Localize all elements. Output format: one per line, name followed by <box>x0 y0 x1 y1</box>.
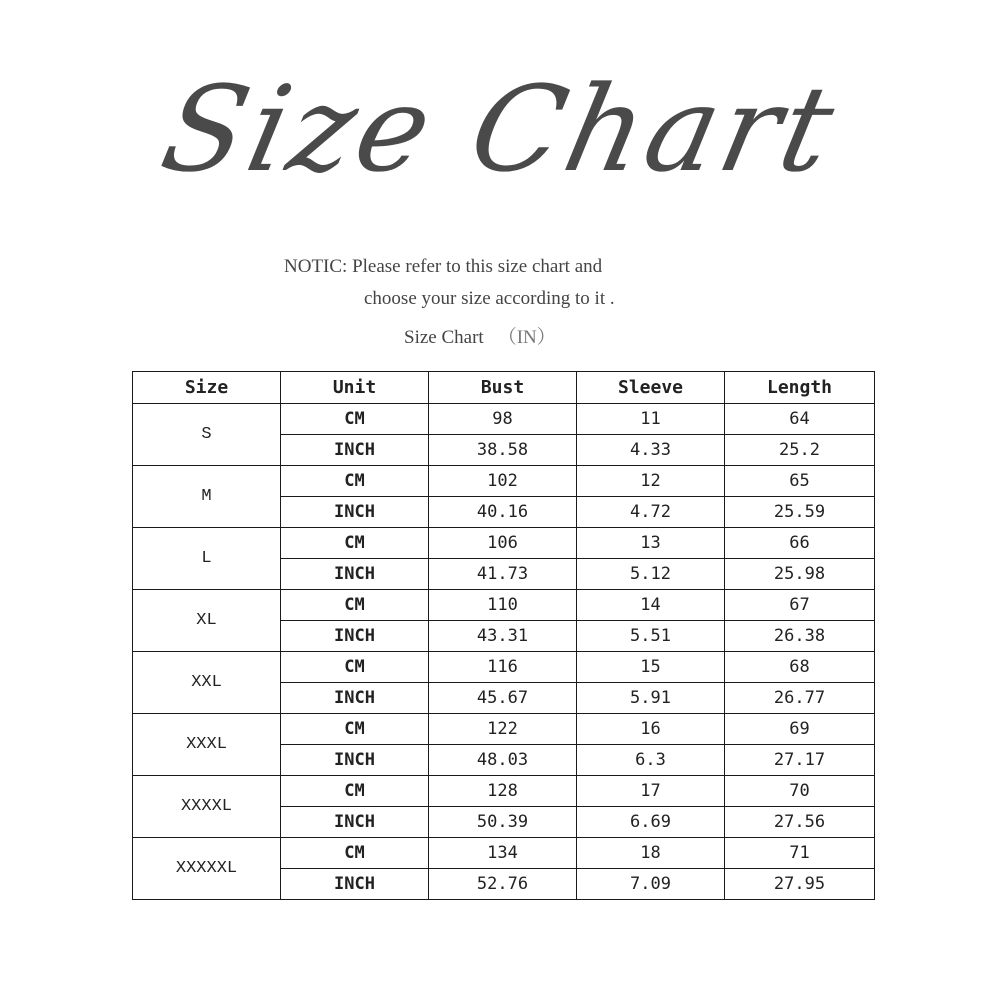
sleeve-value: 4.33 <box>577 435 725 466</box>
bust-value: 106 <box>429 528 577 559</box>
size-label: XXXXL <box>133 776 281 838</box>
bust-value: 134 <box>429 838 577 869</box>
table-row <box>133 714 875 745</box>
unit-label: CM <box>281 590 429 621</box>
header-length: Length <box>725 372 875 404</box>
unit-label: CM <box>281 404 429 435</box>
sleeve-value: 14 <box>577 590 725 621</box>
sleeve-value: 6.69 <box>577 807 725 838</box>
sleeve-value: 15 <box>577 652 725 683</box>
bust-value: 116 <box>429 652 577 683</box>
table-row <box>133 652 875 683</box>
length-value: 26.38 <box>725 621 875 652</box>
unit-label: INCH <box>281 621 429 652</box>
bust-value: 122 <box>429 714 577 745</box>
unit-label: INCH <box>281 807 429 838</box>
bust-value: 38.58 <box>429 435 577 466</box>
bust-value: 43.31 <box>429 621 577 652</box>
notice-line-1: NOTIC: Please refer to this size chart and <box>284 256 603 277</box>
length-value: 66 <box>725 528 875 559</box>
sleeve-value: 6.3 <box>577 745 725 776</box>
table-row <box>133 776 875 807</box>
unit-label: CM <box>281 652 429 683</box>
sleeve-value: 17 <box>577 776 725 807</box>
unit-label: CM <box>281 528 429 559</box>
length-value: 27.56 <box>725 807 875 838</box>
unit-label: CM <box>281 714 429 745</box>
length-value: 64 <box>725 404 875 435</box>
unit-label: INCH <box>281 869 429 900</box>
table-body <box>133 404 875 900</box>
sleeve-value: 12 <box>577 466 725 497</box>
sleeve-value: 4.72 <box>577 497 725 528</box>
sleeve-value: 5.12 <box>577 559 725 590</box>
table-subtitle <box>404 322 556 349</box>
length-value: 25.98 <box>725 559 875 590</box>
bust-value: 41.73 <box>429 559 577 590</box>
table-row <box>133 838 875 869</box>
length-value: 26.77 <box>725 683 875 714</box>
length-value: 71 <box>725 838 875 869</box>
bust-value: 52.76 <box>429 869 577 900</box>
header-sleeve: Sleeve <box>577 372 725 404</box>
length-value: 25.59 <box>725 497 875 528</box>
header-unit: Unit <box>281 372 429 404</box>
bust-value: 40.16 <box>429 497 577 528</box>
unit-label: CM <box>281 776 429 807</box>
unit-label: INCH <box>281 497 429 528</box>
header-bust: Bust <box>429 372 577 404</box>
sleeve-value: 5.91 <box>577 683 725 714</box>
notice-line-2: choose your size according to it . <box>364 288 615 309</box>
size-table <box>132 371 875 900</box>
length-value: 65 <box>725 466 875 497</box>
table-row <box>133 466 875 497</box>
page-title: Size Chart <box>151 60 849 198</box>
unit-label: INCH <box>281 559 429 590</box>
size-label: XXL <box>133 652 281 714</box>
bust-value: 102 <box>429 466 577 497</box>
sleeve-value: 11 <box>577 404 725 435</box>
bust-value: 128 <box>429 776 577 807</box>
bust-value: 50.39 <box>429 807 577 838</box>
unit-label: CM <box>281 838 429 869</box>
sleeve-value: 7.09 <box>577 869 725 900</box>
unit-label: INCH <box>281 683 429 714</box>
table-row <box>133 404 875 435</box>
length-value: 69 <box>725 714 875 745</box>
size-label: XXXXXL <box>133 838 281 900</box>
size-label: XXXL <box>133 714 281 776</box>
subtitle-text: Size Chart <box>404 327 484 348</box>
unit-label: INCH <box>281 435 429 466</box>
length-value: 68 <box>725 652 875 683</box>
size-label: XL <box>133 590 281 652</box>
unit-label: INCH <box>281 745 429 776</box>
sleeve-value: 13 <box>577 528 725 559</box>
sleeve-value: 5.51 <box>577 621 725 652</box>
table-row <box>133 528 875 559</box>
size-label: M <box>133 466 281 528</box>
header-size: Size <box>133 372 281 404</box>
length-value: 27.95 <box>725 869 875 900</box>
sleeve-value: 16 <box>577 714 725 745</box>
size-label: L <box>133 528 281 590</box>
table-row <box>133 590 875 621</box>
bust-value: 45.67 <box>429 683 577 714</box>
length-value: 27.17 <box>725 745 875 776</box>
bust-value: 110 <box>429 590 577 621</box>
bust-value: 98 <box>429 404 577 435</box>
subtitle-unit: （IN） <box>497 327 556 348</box>
bust-value: 48.03 <box>429 745 577 776</box>
table-header-row <box>133 372 875 404</box>
unit-label: CM <box>281 466 429 497</box>
sleeve-value: 18 <box>577 838 725 869</box>
length-value: 67 <box>725 590 875 621</box>
length-value: 70 <box>725 776 875 807</box>
size-label: S <box>133 404 281 466</box>
length-value: 25.2 <box>725 435 875 466</box>
